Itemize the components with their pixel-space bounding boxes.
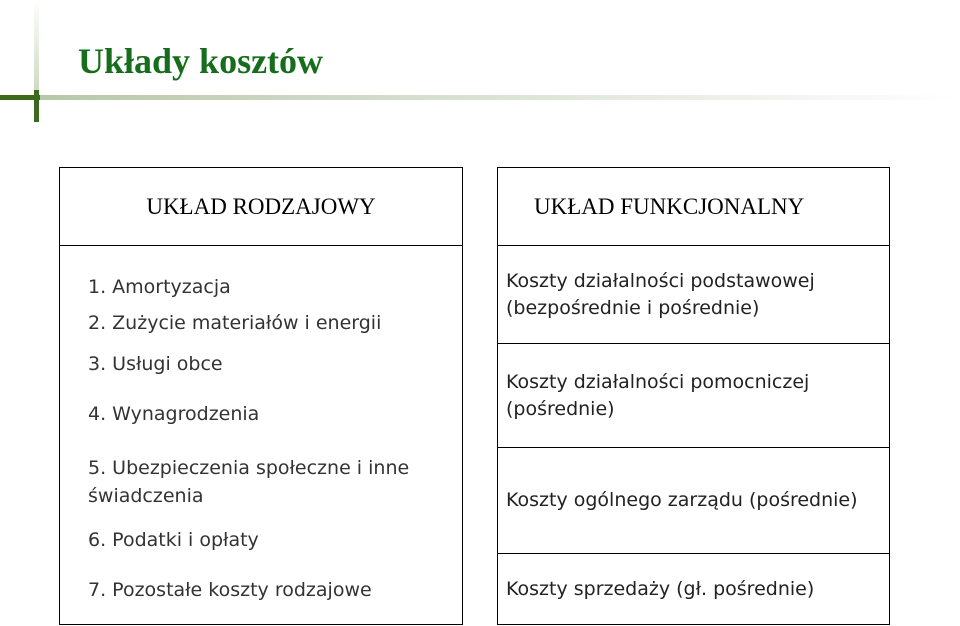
list-item: 6. Podatki i opłaty [88,529,259,551]
cost-cell-podstawowa: Koszty działalności podstawowej (bezpośrednie i pośrednie) [498,246,889,344]
list-item: 3. Usługi obce [88,353,223,375]
page-title: Układy kosztów [78,41,324,81]
list-item: 4. Wynagrodzenia [88,403,260,425]
list-item: 7. Pozostałe koszty rodzajowe [88,579,372,601]
list-item: 5. Ubezpieczenia społeczne i inne świadczenia [88,457,410,507]
decorative-horizontal-line-right [40,95,960,100]
cost-cell-sprzedaz: Koszty sprzedaży (gł. pośrednie) [506,578,815,600]
list-item: 2. Zużycie materiałów i energii [88,312,382,334]
decorative-horizontal-line-left [0,95,40,100]
left-panel-rodzajowy [59,167,463,625]
right-panel-funkcjonalny [497,167,890,625]
cost-cell-pomocnicza: Koszty działalności pomocniczej (pośrednie) [498,344,889,448]
right-panel-header: UKŁAD FUNKCJONALNY [498,168,889,246]
cost-cell-zarzad: Koszty ogólnego zarządu (pośrednie) [498,448,889,554]
left-panel-header: UKŁAD RODZAJOWY [60,168,462,246]
decorative-vertical-line-top [34,0,39,90]
list-item: 1. Amortyzacja [88,276,231,298]
